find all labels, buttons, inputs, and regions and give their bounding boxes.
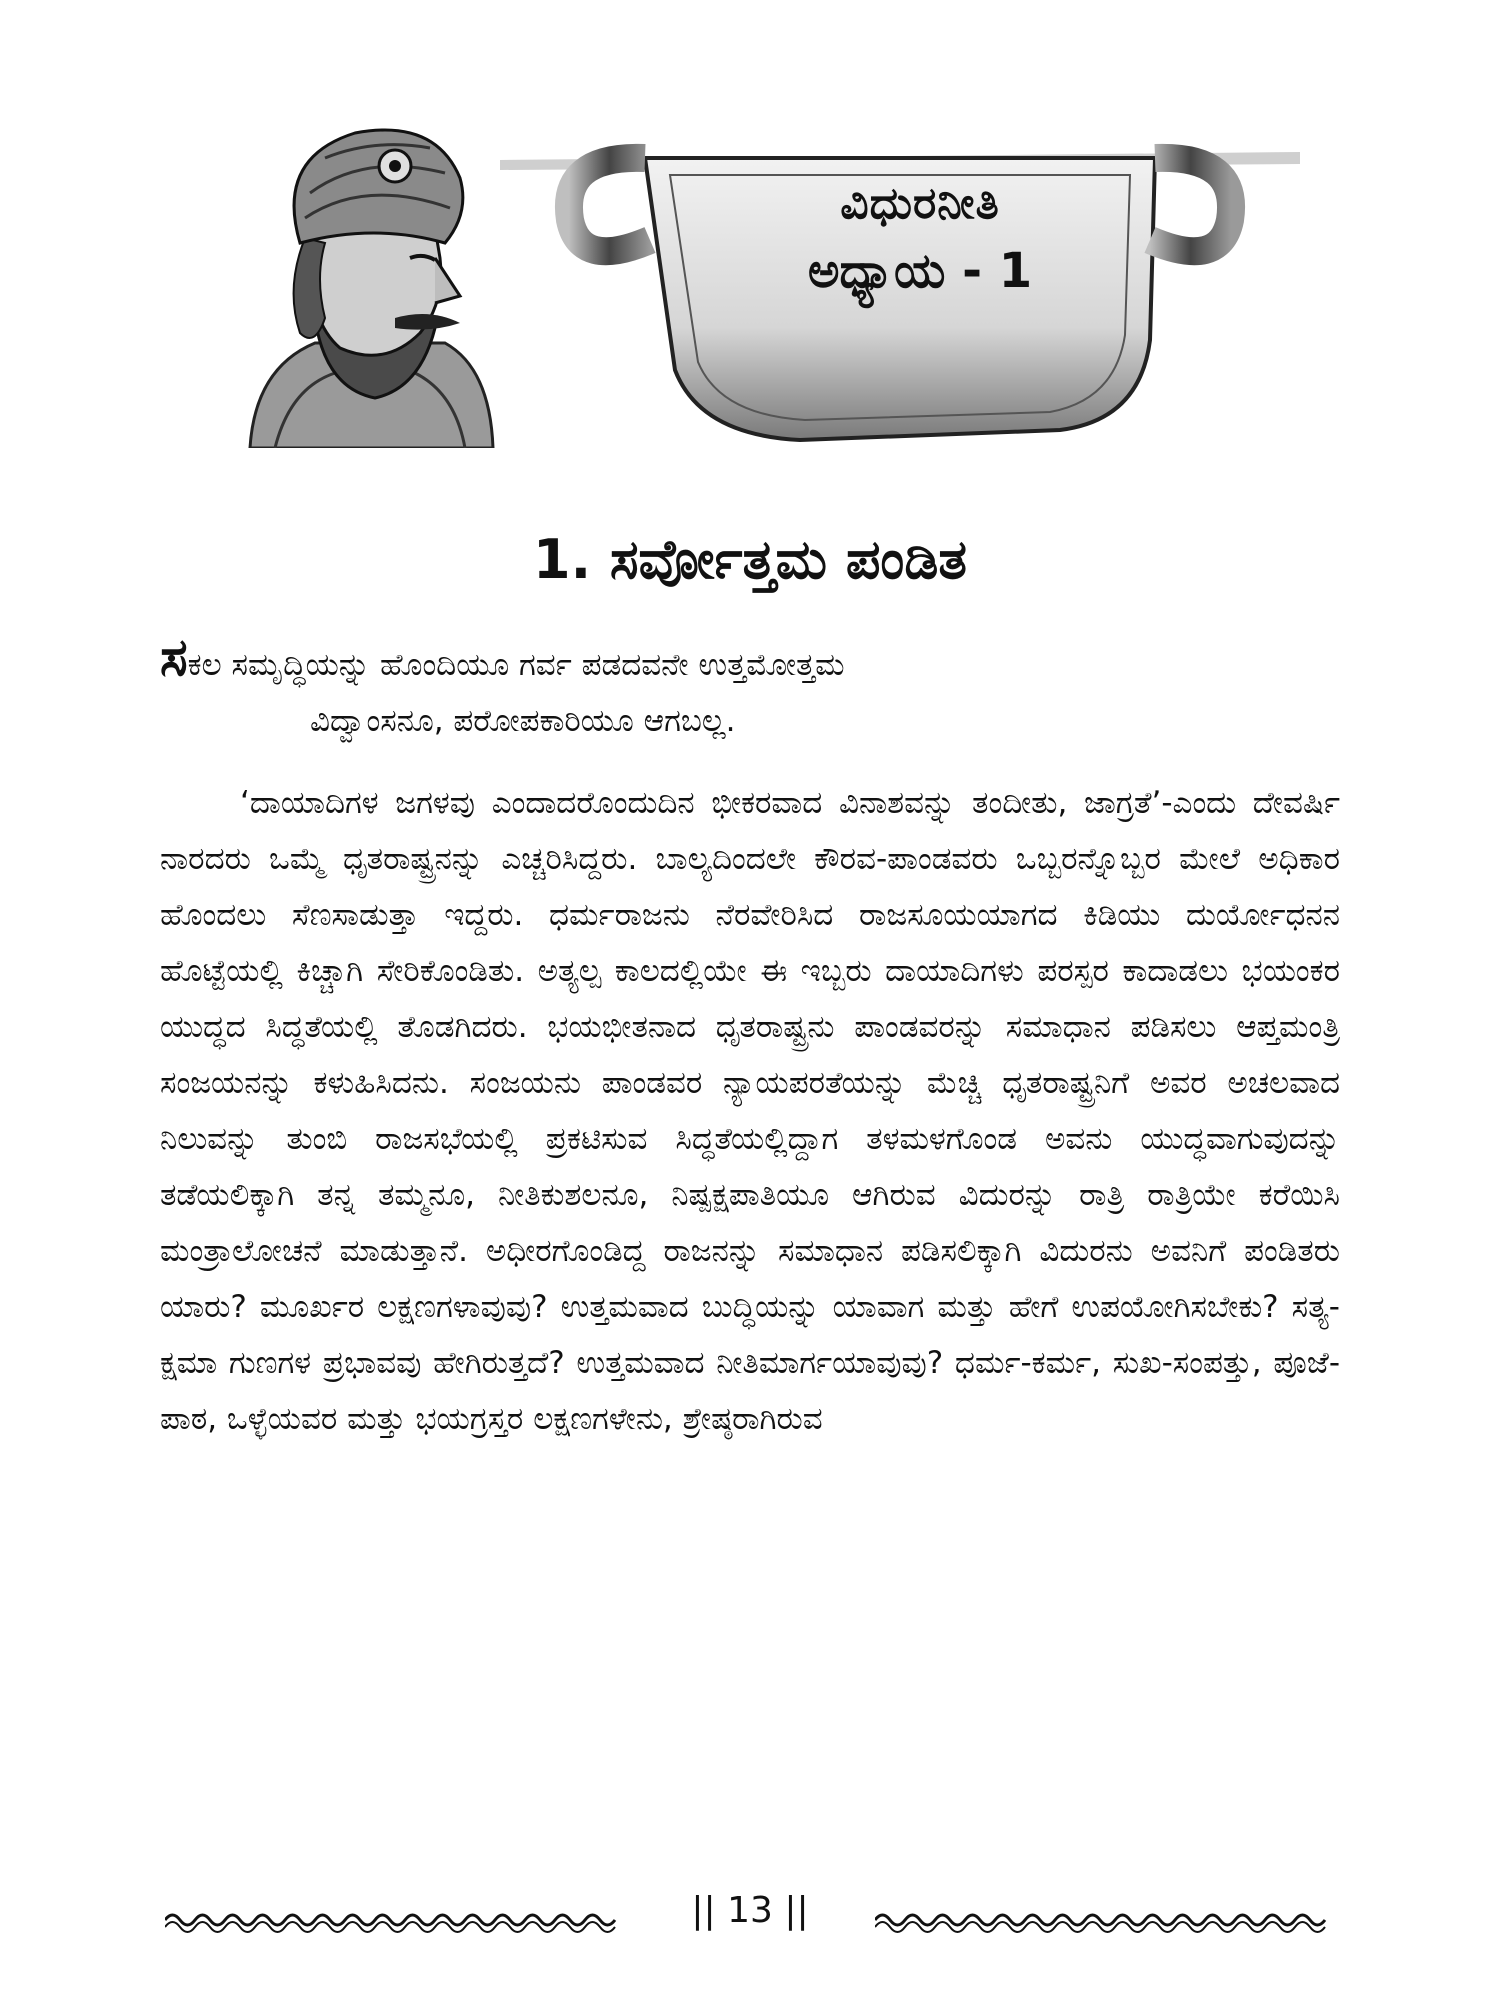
body-text	[160, 630, 1340, 1447]
vidura-portrait-illustration	[245, 118, 495, 448]
lead-line-continued: ವಿದ್ವಾಂಸನೂ, ಪರೋಪಕಾರಿಯೂ ಆಗಬಲ್ಲ.	[310, 703, 736, 739]
banner-text	[720, 178, 1120, 300]
banner-subtitle: ಅಧ್ಯಾಯ - 1	[807, 243, 1033, 299]
page-number: || 13 ||	[691, 1890, 809, 1931]
wave-ornament-right	[875, 1900, 1335, 1940]
lead-line-text: ಕಲ ಸಮೃದ್ಧಿಯನ್ನು ಹೊಂದಿಯೂ ಗರ್ವ ಪಡದವನೇ ಉತ್ತಮೋತ್ತಮ	[187, 647, 845, 683]
page-footer	[160, 1890, 1340, 1950]
lead-line	[160, 630, 1340, 693]
body-paragraph: ‘ದಾಯಾದಿಗಳ ಜಗಳವು ಎಂದಾದರೊಂದುದಿನ ಭೀಕರವಾದ ವಿನಾಶವನ್ನು ತಂದೀತು, ಜಾಗ್ರತೆ’-ಎಂದು ದೇವರ್ಷಿ ನಾರದರು ಒಮ್ಮೆ ಧೃತರಾಷ್ಟ್ರನನ್ನು ಎಚ್ಚರಿಸಿದ್ದರು. ಬಾಲ್ಯದಿಂದಲೇ ಕೌರವ-ಪಾಂಡವರು ಒಬ್ಬರನ್ನೊಬ್ಬರ ಮೇಲೆ ಅಧಿಕಾರ ಹೊಂದಲು ಸೆಣಸಾಡುತ್ತಾ ಇದ್ದರು. ಧರ್ಮರಾಜನು ನೆರವೇರಿಸಿದ ರಾಜಸೂಯಯಾಗದ ಕಿಡಿಯು ದುರ್ಯೋಧನನ ಹೊಟ್ಟೆಯಲ್ಲಿ ಕಿಚ್ಚಾಗಿ ಸೇರಿಕೊಂಡಿತು. ಅತ್ಯಲ್ಪ ಕಾಲದಲ್ಲಿಯೇ ಈ ಇಬ್ಬರು ದಾಯಾದಿಗಳು ಪರಸ್ಪರ ಕಾದಾಡಲು ಭಯಂಕರ ಯುದ್ಧದ ಸಿದ್ಧತೆಯಲ್ಲಿ ತೊಡಗಿದರು. ಭಯಭೀತನಾದ ಧೃತರಾಷ್ಟ್ರನು ಪಾಂಡವರನ್ನು ಸಮಾಧಾನ ಪಡಿಸಲು ಆಪ್ತಮಂತ್ರಿ ಸಂಜಯನನ್ನು ಕಳುಹಿಸಿದನು. ಸಂಜಯನು ಪಾಂಡವರ ನ್ಯಾಯಪರತೆಯನ್ನು ಮೆಚ್ಚಿ ಧೃತರಾಷ್ಟ್ರನಿಗೆ ಅವರ ಅಚಲವಾದ ನಿಲುವನ್ನು ತುಂಬಿ ರಾಜಸಭೆಯಲ್ಲಿ ಪ್ರಕಟಿಸುವ ಸಿದ್ಧತೆಯಲ್ಲಿದ್ದಾಗ ತಳಮಳಗೊಂಡ ಅವನು ಯುದ್ಧವಾಗುವುದನ್ನು ತಡೆಯಲಿಕ್ಕಾಗಿ ತನ್ನ ತಮ್ಮನೂ, ನೀತಿಕುಶಲನೂ, ನಿಷ್ಪಕ್ಷಪಾತಿಯೂ ಆಗಿರುವ ವಿದುರನ್ನು ರಾತ್ರಿ ರಾತ್ರಿಯೇ ಕರೆಯಿಸಿ ಮಂತ್ರಾಲೋಚನೆ ಮಾಡುತ್ತಾನೆ. ಅಧೀರಗೊಂಡಿದ್ದ ರಾಜನನ್ನು ಸಮಾಧಾನ ಪಡಿಸಲಿಕ್ಕಾಗಿ ವಿದುರನು ಅವನಿಗೆ ಪಂಡಿತರು ಯಾರು? ಮೂರ್ಖರ ಲಕ್ಷಣಗಳಾವುವು? ಉತ್ತಮವಾದ ಬುದ್ಧಿಯನ್ನು ಯಾವಾಗ ಮತ್ತು ಹೇಗೆ ಉಪಯೋಗಿಸಬೇಕು? ಸತ್ಯ-ಕ್ಷಮಾ ಗುಣಗಳ ಪ್ರಭಾವವು ಹೇಗಿರುತ್ತದೆ? ಉತ್ತಮವಾದ ನೀತಿಮಾರ್ಗಯಾವುವು? ಧರ್ಮ-ಕರ್ಮ, ಸುಖ-ಸಂಪತ್ತು, ಪೂಜೆ-ಪಾಠ, ಒಳ್ಳೆಯವರ ಮತ್ತು ಭಯಗ್ರಸ್ತರ ಲಕ್ಷಣಗಳೇನು, ಶ್ರೇಷ್ಠರಾಗಿರುವ	[160, 785, 1340, 1437]
drop-cap: ಸ	[160, 628, 188, 688]
banner-title: ವಿಧುರನೀತಿ	[840, 178, 1000, 229]
chapter-title: 1. ಸರ್ವೋತ್ತಮ ಪಂಡಿತ	[533, 528, 967, 591]
